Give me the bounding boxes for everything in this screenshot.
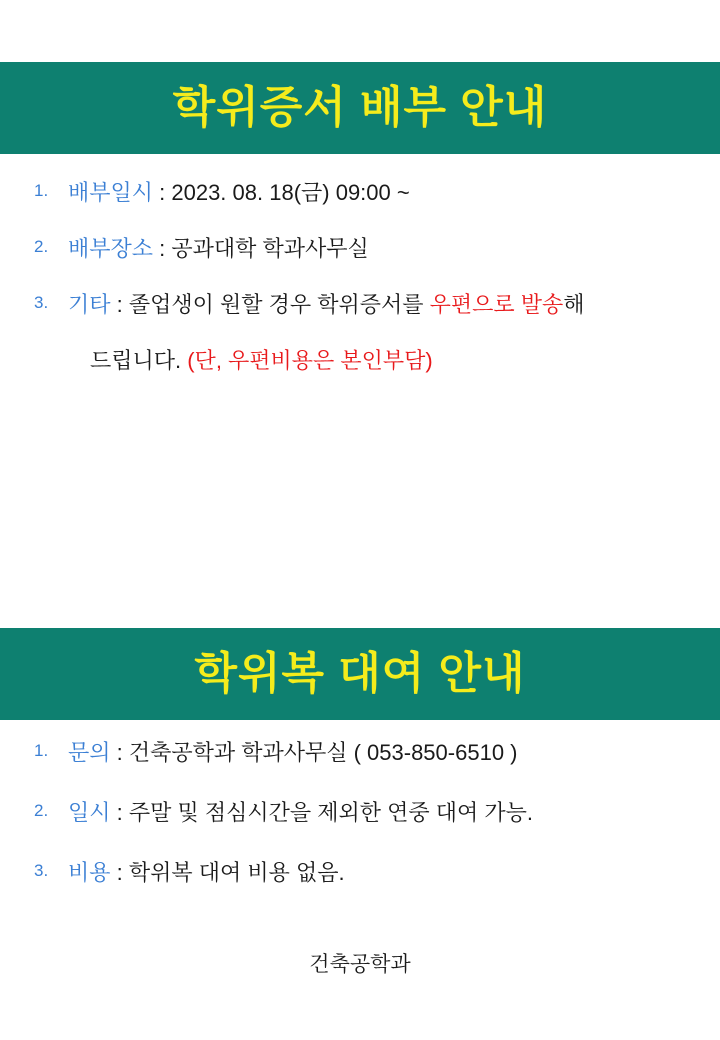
list-item: [34, 796, 686, 830]
list-item-separator: :: [110, 292, 129, 318]
list-item-value-after: 해: [563, 292, 585, 318]
list-item-text: [68, 288, 584, 322]
list-item-separator: :: [153, 236, 172, 262]
list-item-label: 일시: [68, 800, 111, 826]
list-item-value: 2023. 08. 18(금) 09:00 ~: [171, 180, 410, 205]
list-item-value: 학위복 대여 비용 없음.: [128, 860, 345, 886]
list-item: [34, 856, 686, 890]
list-item: [34, 176, 686, 210]
list-item-label: 비용: [68, 860, 111, 886]
list-item-label: 기타: [68, 292, 111, 318]
list-item: [34, 288, 686, 322]
section-1-title: 학위증서 배부 안내: [172, 82, 548, 132]
list-item-text: [68, 856, 345, 890]
list-item-label: 문의: [68, 740, 111, 765]
list-item-value: 건축공학과 학과사무실 ( 053-850-6510 ): [128, 740, 518, 765]
list-item-value-highlight: 우편으로 발송: [429, 292, 564, 318]
list-item-value: 주말 및 점심시간을 제외한 연중 대여 가능.: [128, 800, 533, 826]
list-item-number: 2.: [34, 801, 49, 821]
list-item-value: 공과대학 학과사무실: [171, 236, 369, 262]
list-item-text: [68, 176, 410, 210]
list-item: [34, 736, 686, 770]
section-2-list: [0, 736, 720, 916]
list-item-separator: :: [110, 740, 129, 765]
list-item-number: 1.: [34, 181, 49, 200]
list-item-separator: :: [153, 180, 172, 205]
list-item-text: [68, 796, 533, 830]
continuation-highlight: (단, 우편비용은 본인부담): [187, 348, 433, 374]
section-2-title: 학위복 대여 안내: [194, 648, 526, 698]
continuation-text: 드립니다.: [90, 348, 188, 374]
list-item-label: 배부장소: [68, 236, 154, 262]
list-item-number: 2.: [34, 237, 49, 257]
list-item-value-before: 졸업생이 원할 경우 학위증서를: [128, 292, 430, 318]
list-item-number: 3.: [34, 293, 49, 313]
footer-department: 건축공학과: [309, 953, 411, 976]
list-item-label: 배부일시: [68, 180, 154, 205]
list-item-continuation: [90, 344, 686, 377]
section-2-banner: [0, 628, 720, 720]
list-item-number: 3.: [34, 861, 49, 881]
list-item-separator: :: [110, 800, 129, 826]
list-item-separator: :: [110, 860, 129, 886]
list-item-text: [68, 736, 518, 770]
section-1-list: [0, 176, 720, 377]
list-item: [34, 232, 686, 266]
list-item-text: [68, 232, 369, 266]
section-1-banner: [0, 62, 720, 154]
list-item-number: 1.: [34, 741, 49, 760]
